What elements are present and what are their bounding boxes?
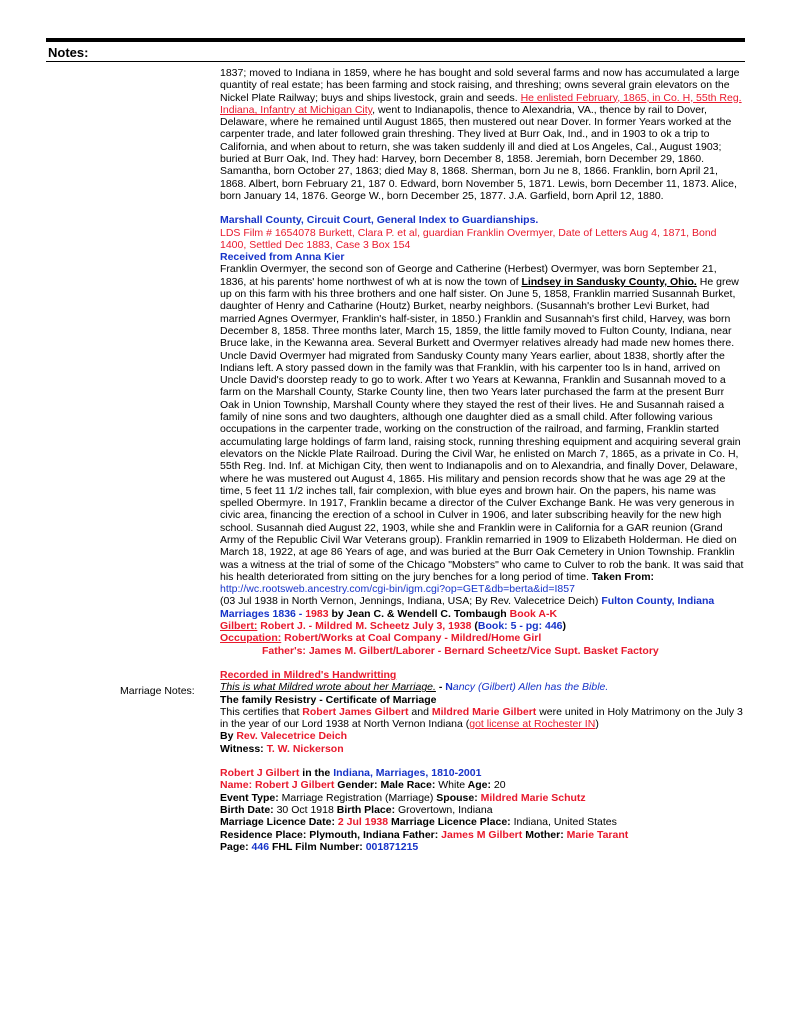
mildred-wrote-line: This is what Mildred wrote about her Marriage. - Nancy (Gilbert) Allen has the Bible. [220, 681, 609, 694]
record-page-line: Page: 446 FHL Film Number: 001871215 [220, 840, 419, 853]
enlisted-link[interactable]: He enlisted February, 1865, in Co. H, 55th Reg. Indiana, Infantry at Michigan City [220, 91, 742, 116]
certificate-text: This certifies that Robert James Gilbert and Mildred Marie Gilbert were united in Holy Matrimony on the July 3 in the year of our Lord 1938 at North Vernon Indiana (got license at Rochester IN) [220, 705, 743, 731]
registry-title: The family Resistry - Certificate of Marriage [220, 693, 437, 706]
top-rule [46, 38, 745, 42]
heading-rule [46, 61, 745, 62]
marriage-source-line: (03 Jul 1938 in North Vernon, Jennings, Indiana, USA; By Rev. Valecetrice Deich) Fulton County, Indiana Marriages 1836 - 1983 by Jean C. & Wendell C. Tombaugh Book A-K [220, 595, 715, 620]
record-event-line: Event Type: Marriage Registration (Marriage) Spouse: Mildred Marie Schutz [220, 791, 586, 804]
lds-film-entry: LDS Film # 1654078 Burkett, Clara P. et al, guardian Franklin Overmyer, Date of Letters Aug 4, 1871, Bond 1400, Settled Dec 1883, Case 3 Box 154 [220, 226, 717, 251]
notes-content [220, 67, 745, 853]
record-residence-line: Residence Place: Plymouth, Indiana Father: James M Gilbert Mother: Marie Tarant [220, 828, 629, 841]
record-name-line: Name: Robert J Gilbert Gender: Male Race: White Age: 20 [220, 779, 506, 792]
notes-heading: Notes: [48, 45, 89, 60]
officiant-line: By Rev. Valecetrice Deich [220, 730, 348, 743]
fathers-entry: Father's: James M. Gilbert/Laborer - Bernard Scheetz/Vice Supt. Basket Factory [262, 644, 659, 657]
bio-paragraph-2: Franklin Overmyer, the second son of George and Catherine (Herbest) Overmyer, was born September 21, 1836, at his parents' home northwest of wh at is now the town of Lindsey in Sandusky County, Ohio. He grew up on this farm with his three brothers and one half sister. On June 5, 1858, Franklin married Susannah Burket, daughter of Henry and Catharine (Houtz) Burket, nearby neighbors. (Susannah's brother Levi Burket, had married Agnes Overmyer, Franklin's half-sister, in 1850.) Franklin and Susannah's first child, Harvey, was born December 8, 1858. Three months later, March 15, 1859, the little family moved to Fulton County, Indiana, near Bruce lake, in the Kewanna area. Several Burkett and Overmyer relatives already had made new homes there. Uncle David Overmyer had migrated from Sandusky County many Years earlier, about 1838, shortly after the Indians left. A story passed down in the family was that Franklin, with his carpenter too ls in hand, arrived on Uncle David's doorstep ready to go to work. After t wo Years at Kewanna, Franklin and Susannah moved to a farm on the Marshall County, Starke County line, then two Years later purchased the farm at the present Burr Oak in Union Township, Marshall County where they stayed the rest of their lives. He and Susannah raised a family of nine sons and two daughters, although one daughter died as a small child. After following various occupations in the carpenter trade, working on the construction of the railroad, and farming, Franklin started accumulating large holdings of farm land, raising stock, running threshing equipment and acquiring several grain elevators on the Nickle Plate Railroad. During the Civil War, he enlisted on March 7, 1865, as a private in Co. H, 55th Reg. Ind. Inf. at Michigan City, then went to Indianapolis and on to Alexandria, and finally Dover, Delaware, where he was mustered out August 4, 1865. His military and pension records show that he was age 29 at the time, 5 feet 11 1/2 inches tall, fair complexion, with blue eyes and brown hair. On the papers, his name was spelled Obermyre. In 1917, Franklin became a director of the Culver Exchange Bank. He was very generous in civic area, financing the erection of a school in Culver in 1906, and later subscribing heavily for the new high school. Susannah died August 22, 1903, while she and Franklin were in California for a GAR reunion (Grand Army of the Republic Civil War Veterans group). Franklin remarried in 1909 to Elizabeth Holderman. He died on March 18, 1922, at age 86 Years of age, and was buried at the Burr Oak Cemetery in Union Township. Franklin was a witness at the trial of some of the Chicago "Mobsters" who came to Culver to rob the bank. It was said that his health deteriorated from sitting on the jury benches for a long period of time. Taken From: [220, 263, 744, 583]
record-licence-line: Marriage Licence Date: 2 Jul 1938 Marriage Licence Place: Indiana, United States [220, 816, 617, 829]
received-from: Received from Anna Kier [220, 251, 345, 264]
source-url-link[interactable]: http://wc.rootsweb.ancestry.com/cgi-bin/igm.cgi?op=GET&db=berta&id=I857 [220, 583, 575, 596]
birthplace: Lindsey in Sandusky County, Ohio. [521, 275, 697, 288]
record-birth-line: Birth Date: 30 Oct 1918 Birth Place: Grovertown, Indiana [220, 803, 493, 816]
handwriting-title: Recorded in Mildred's Handwritting [220, 668, 397, 681]
gilbert-entry: Gilbert: Robert J. - Mildred M. Scheetz July 3, 1938 (Book: 5 - pg: 446) [220, 620, 567, 633]
marriage-notes-label: Marriage Notes: [120, 685, 195, 697]
occupation-entry: Occupation: Robert/Works at Coal Company - Mildred/Home Girl [220, 632, 542, 645]
taken-from-label: Taken From: [591, 570, 655, 583]
guardianship-title: Marshall County, Circuit Court, General Index to Guardianships. [220, 214, 539, 227]
record-heading: Robert J Gilbert in the Indiana, Marriages, 1810-2001 [220, 767, 482, 780]
witness-line: Witness: T. W. Nickerson [220, 742, 344, 755]
license-link[interactable]: got license at Rochester IN [469, 718, 596, 731]
bio-paragraph-1: 1837; moved to Indiana in 1859, where he has bought and sold several farms and now has accumulated a large quantity of real estate; has been farming and stock raising, and threshing; owns several grain elevators on the Nickel Plate Railway; buys and ships livestock, grain and seeds. He enlisted February, 1865, in Co. H, 55th Reg. Indiana, Infantry at Michigan City, went to Indianapolis, thence to Alexandria, VA., thence by rail to Dover, Delaware, where he remained until August 1865, then mustered out near Dover. In former Years worked at the carpenter trade, and later followed grain threshing. They lived at Burr Oak, Ind., and in 1903 to ok a trip to California, and when about to return, she was taken suddenly ill and died at Los Angeles, Cal., August 1903; buried at Burr Oak, Ind. They had: Harvey, born December 8, 1858. Jeremiah, born December 29, 1860. Samantha, born October 27, 1863; died May 8, 1868. Sherman, born Ju ne 8, 1866. Franklin, born April 21, 1868. Albert, born February 21, 187 0. Edward, born November 5, 1871. Lewis, born December 11, 1873. Alice, born January 14, 1876. George W., born December 25, 1877. J.A. Garfield, born April 12, 1880. [220, 67, 742, 202]
